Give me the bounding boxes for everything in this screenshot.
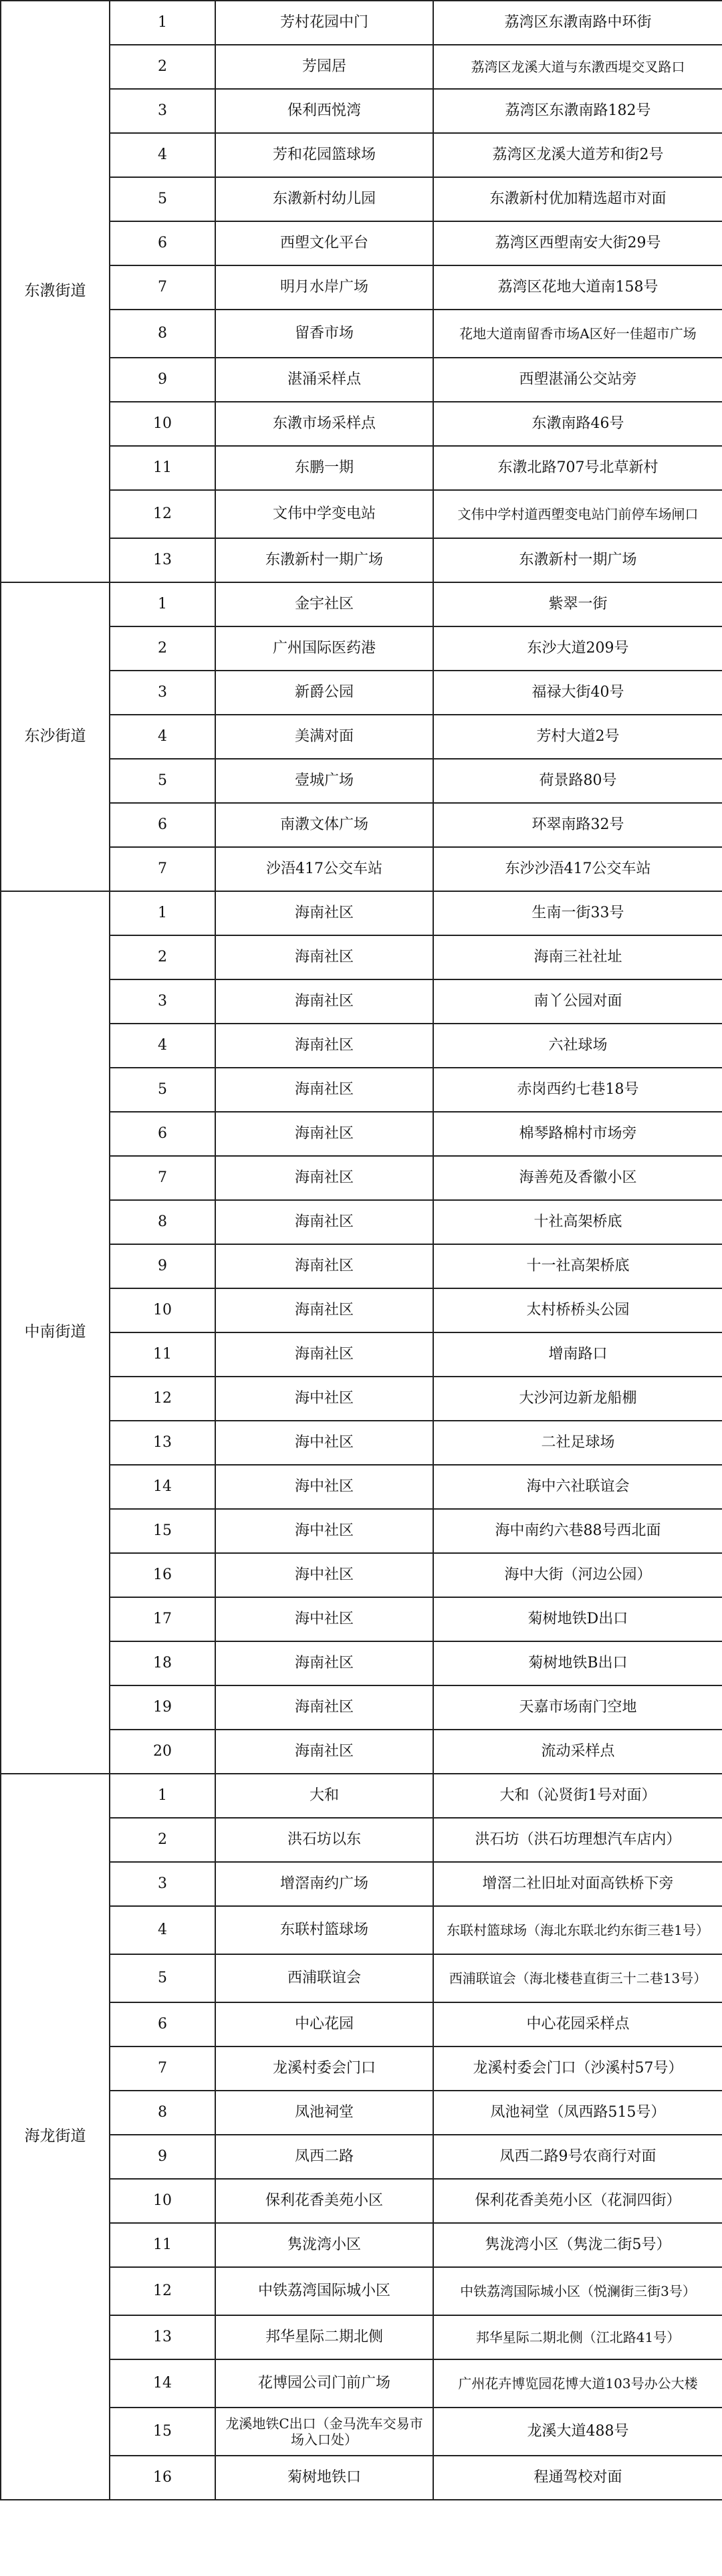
site-address-cell: 海中六社联谊会: [433, 1465, 722, 1509]
site-name-cell: 壹城广场: [215, 759, 433, 803]
site-address-cell: 太村桥桥头公园: [433, 1288, 722, 1332]
site-name-cell: 隽泷湾小区: [215, 2223, 433, 2267]
row-number-cell: 15: [110, 2408, 215, 2456]
site-name-cell: 芳和花园篮球场: [215, 133, 433, 177]
site-address-cell: 广州花卉博览园花博大道103号办公大楼: [433, 2359, 722, 2408]
site-address-cell: 保利花香美苑小区（花洞四街）: [433, 2179, 722, 2223]
site-name-cell: 海南社区: [215, 1156, 433, 1200]
site-address-cell: 龙溪村委会门口（沙溪村57号）: [433, 2046, 722, 2091]
site-address-cell: 二社足球场: [433, 1421, 722, 1465]
site-address-cell: 增南路口: [433, 1332, 722, 1377]
table-row: [1, 582, 722, 626]
row-number-cell: 4: [110, 133, 215, 177]
site-address-cell: 东漖北路707号北草新村: [433, 446, 722, 490]
table-body: [1, 1, 722, 2500]
site-name-cell: 海中社区: [215, 1553, 433, 1597]
site-address-cell: 福禄大街40号: [433, 671, 722, 715]
site-name-cell: 洪石坊以东: [215, 1818, 433, 1862]
row-number-cell: 1: [110, 582, 215, 626]
table-row: [1, 1, 722, 45]
site-name-cell: 海南社区: [215, 1685, 433, 1730]
site-name-cell: 芳村花园中门: [215, 1, 433, 45]
site-address-cell: 生南一街33号: [433, 891, 722, 935]
row-number-cell: 1: [110, 1, 215, 45]
site-address-cell: 十一社高架桥底: [433, 1244, 722, 1288]
row-number-cell: 2: [110, 626, 215, 671]
site-name-cell: 明月水岸广场: [215, 265, 433, 310]
row-number-cell: 7: [110, 265, 215, 310]
site-name-cell: 东漖市场采样点: [215, 402, 433, 446]
site-name-cell: 邦华星际二期北侧: [215, 2315, 433, 2359]
site-address-cell: 菊树地铁D出口: [433, 1597, 722, 1641]
site-name-cell: 大和: [215, 1774, 433, 1818]
site-name-cell: 湛涌采样点: [215, 358, 433, 402]
site-name-cell: 菊树地铁口: [215, 2456, 433, 2500]
site-name-cell: 增滘南约广场: [215, 1862, 433, 1906]
site-address-cell: 海善苑及香徽小区: [433, 1156, 722, 1200]
site-address-cell: 龙溪大道488号: [433, 2408, 722, 2456]
row-number-cell: 10: [110, 402, 215, 446]
row-number-cell: 5: [110, 759, 215, 803]
row-number-cell: 7: [110, 1156, 215, 1200]
site-name-cell: 花博园公司门前广场: [215, 2359, 433, 2408]
site-address-cell: 凤西二路9号农商行对面: [433, 2135, 722, 2179]
row-number-cell: 15: [110, 1509, 215, 1553]
site-name-cell: 海中社区: [215, 1465, 433, 1509]
site-address-cell: 海中大街（河边公园）: [433, 1553, 722, 1597]
site-name-cell: 凤西二路: [215, 2135, 433, 2179]
site-name-cell: 龙溪村委会门口: [215, 2046, 433, 2091]
row-number-cell: 13: [110, 1421, 215, 1465]
row-number-cell: 4: [110, 1906, 215, 1954]
row-number-cell: 8: [110, 310, 215, 358]
site-name-cell: 沙浯417公交车站: [215, 847, 433, 891]
site-name-cell: 海南社区: [215, 1024, 433, 1068]
site-address-cell: 海南三社社址: [433, 935, 722, 979]
site-name-cell: 海南社区: [215, 1244, 433, 1288]
row-number-cell: 18: [110, 1641, 215, 1685]
site-address-cell: 荔湾区东漖南路中环街: [433, 1, 722, 45]
site-address-cell: 凤池祠堂（凤西路515号）: [433, 2091, 722, 2135]
row-number-cell: 17: [110, 1597, 215, 1641]
site-address-cell: 六社球场: [433, 1024, 722, 1068]
row-number-cell: 5: [110, 1954, 215, 2002]
row-number-cell: 5: [110, 1068, 215, 1112]
site-name-cell: 保利花香美苑小区: [215, 2179, 433, 2223]
site-address-cell: 东沙沙浯417公交车站: [433, 847, 722, 891]
site-name-cell: 龙溪地铁C出口（金马洗车交易市场入口处）: [215, 2408, 433, 2456]
site-address-cell: 菊树地铁B出口: [433, 1641, 722, 1685]
row-number-cell: 14: [110, 2359, 215, 2408]
row-number-cell: 6: [110, 2002, 215, 2046]
site-address-cell: 花地大道南留香市场A区好一佳超市广场: [433, 310, 722, 358]
site-address-cell: 大和（沁贤街1号对面）: [433, 1774, 722, 1818]
site-address-cell: 海中南约六巷88号西北面: [433, 1509, 722, 1553]
row-number-cell: 8: [110, 2091, 215, 2135]
site-name-cell: 海南社区: [215, 935, 433, 979]
site-address-cell: 流动采样点: [433, 1730, 722, 1774]
site-address-cell: 荔湾区龙溪大道芳和街2号: [433, 133, 722, 177]
site-address-cell: 洪石坊（洪石坊理想汽车店内）: [433, 1818, 722, 1862]
site-address-cell: 芳村大道2号: [433, 715, 722, 759]
site-address-cell: 荔湾区西塱南安大街29号: [433, 221, 722, 265]
site-name-cell: 文伟中学变电站: [215, 490, 433, 538]
row-number-cell: 16: [110, 1553, 215, 1597]
row-number-cell: 12: [110, 1377, 215, 1421]
row-number-cell: 6: [110, 1112, 215, 1156]
row-number-cell: 4: [110, 715, 215, 759]
site-name-cell: 东联村篮球场: [215, 1906, 433, 1954]
site-address-cell: 荷景路80号: [433, 759, 722, 803]
site-name-cell: 海南社区: [215, 1641, 433, 1685]
site-name-cell: 凤池祠堂: [215, 2091, 433, 2135]
row-number-cell: 10: [110, 1288, 215, 1332]
row-number-cell: 11: [110, 1332, 215, 1377]
site-address-cell: 中心花园采样点: [433, 2002, 722, 2046]
site-address-cell: 环翠南路32号: [433, 803, 722, 847]
site-address-cell: 东漖新村优加精选超市对面: [433, 177, 722, 221]
site-address-cell: 棉琴路棉村市场旁: [433, 1112, 722, 1156]
row-number-cell: 9: [110, 358, 215, 402]
row-number-cell: 19: [110, 1685, 215, 1730]
row-number-cell: 3: [110, 1862, 215, 1906]
site-name-cell: 海中社区: [215, 1597, 433, 1641]
street-name-cell: 海龙街道: [1, 1774, 110, 2500]
row-number-cell: 11: [110, 2223, 215, 2267]
site-name-cell: 新爵公园: [215, 671, 433, 715]
site-address-cell: 中铁荔湾国际城小区（悦澜街三街3号）: [433, 2267, 722, 2315]
row-number-cell: 10: [110, 2179, 215, 2223]
street-name-cell: 中南街道: [1, 891, 110, 1774]
site-address-cell: 文伟中学村道西塱变电站门前停车场闸口: [433, 490, 722, 538]
site-name-cell: 海南社区: [215, 1288, 433, 1332]
row-number-cell: 1: [110, 1774, 215, 1818]
row-number-cell: 7: [110, 847, 215, 891]
row-number-cell: 9: [110, 1244, 215, 1288]
site-name-cell: 广州国际医药港: [215, 626, 433, 671]
site-address-cell: 荔湾区东漖南路182号: [433, 89, 722, 133]
site-name-cell: 海南社区: [215, 1068, 433, 1112]
row-number-cell: 4: [110, 1024, 215, 1068]
row-number-cell: 2: [110, 935, 215, 979]
site-address-cell: 天嘉市场南门空地: [433, 1685, 722, 1730]
site-name-cell: 海中社区: [215, 1377, 433, 1421]
row-number-cell: 3: [110, 89, 215, 133]
row-number-cell: 5: [110, 177, 215, 221]
site-name-cell: 保利西悦湾: [215, 89, 433, 133]
site-address-cell: 隽泷湾小区（隽泷二街5号）: [433, 2223, 722, 2267]
site-name-cell: 东鹏一期: [215, 446, 433, 490]
site-name-cell: 东漖新村幼儿园: [215, 177, 433, 221]
table-row: [1, 1774, 722, 1818]
site-name-cell: 西塱文化平台: [215, 221, 433, 265]
row-number-cell: 20: [110, 1730, 215, 1774]
row-number-cell: 13: [110, 538, 215, 582]
row-number-cell: 7: [110, 2046, 215, 2091]
row-number-cell: 11: [110, 446, 215, 490]
site-address-cell: 东漖新村一期广场: [433, 538, 722, 582]
site-name-cell: 东漖新村一期广场: [215, 538, 433, 582]
site-name-cell: 南漖文体广场: [215, 803, 433, 847]
row-number-cell: 3: [110, 671, 215, 715]
row-number-cell: 6: [110, 221, 215, 265]
row-number-cell: 2: [110, 45, 215, 89]
site-name-cell: 海南社区: [215, 1112, 433, 1156]
site-name-cell: 海南社区: [215, 1332, 433, 1377]
site-address-cell: 南丫公园对面: [433, 979, 722, 1024]
site-address-cell: 荔湾区龙溪大道与东漖西堤交叉路口: [433, 45, 722, 89]
site-address-cell: 十社高架桥底: [433, 1200, 722, 1244]
site-address-cell: 西塱湛涌公交站旁: [433, 358, 722, 402]
table-row: [1, 891, 722, 935]
site-address-cell: 紫翠一街: [433, 582, 722, 626]
site-name-cell: 中铁荔湾国际城小区: [215, 2267, 433, 2315]
street-name-cell: 东漖街道: [1, 1, 110, 582]
site-name-cell: 中心花园: [215, 2002, 433, 2046]
row-number-cell: 12: [110, 490, 215, 538]
site-name-cell: 海南社区: [215, 979, 433, 1024]
site-address-cell: 东漖南路46号: [433, 402, 722, 446]
row-number-cell: 13: [110, 2315, 215, 2359]
site-address-cell: 荔湾区花地大道南158号: [433, 265, 722, 310]
site-name-cell: 美满对面: [215, 715, 433, 759]
site-name-cell: 海中社区: [215, 1421, 433, 1465]
row-number-cell: 3: [110, 979, 215, 1024]
row-number-cell: 1: [110, 891, 215, 935]
row-number-cell: 2: [110, 1818, 215, 1862]
site-address-cell: 邦华星际二期北侧（江北路41号）: [433, 2315, 722, 2359]
site-name-cell: 海南社区: [215, 1200, 433, 1244]
site-address-cell: 东沙大道209号: [433, 626, 722, 671]
site-address-cell: 增滘二社旧址对面高铁桥下旁: [433, 1862, 722, 1906]
site-name-cell: 留香市场: [215, 310, 433, 358]
row-number-cell: 12: [110, 2267, 215, 2315]
row-number-cell: 6: [110, 803, 215, 847]
site-name-cell: 金宇社区: [215, 582, 433, 626]
site-name-cell: 海中社区: [215, 1509, 433, 1553]
site-address-cell: 大沙河边新龙船棚: [433, 1377, 722, 1421]
row-number-cell: 14: [110, 1465, 215, 1509]
site-address-cell: 赤岗西约七巷18号: [433, 1068, 722, 1112]
row-number-cell: 16: [110, 2456, 215, 2500]
street-name-cell: 东沙街道: [1, 582, 110, 891]
site-name-cell: 海南社区: [215, 1730, 433, 1774]
site-name-cell: 海南社区: [215, 891, 433, 935]
site-name-cell: 芳园居: [215, 45, 433, 89]
site-name-cell: 西浦联谊会: [215, 1954, 433, 2002]
row-number-cell: 8: [110, 1200, 215, 1244]
row-number-cell: 9: [110, 2135, 215, 2179]
site-address-cell: 西浦联谊会（海北楼巷直街三十二巷13号）: [433, 1954, 722, 2002]
site-address-cell: 程通驾校对面: [433, 2456, 722, 2500]
site-address-cell: 东联村篮球场（海北东联北约东街三巷1号）: [433, 1906, 722, 1954]
